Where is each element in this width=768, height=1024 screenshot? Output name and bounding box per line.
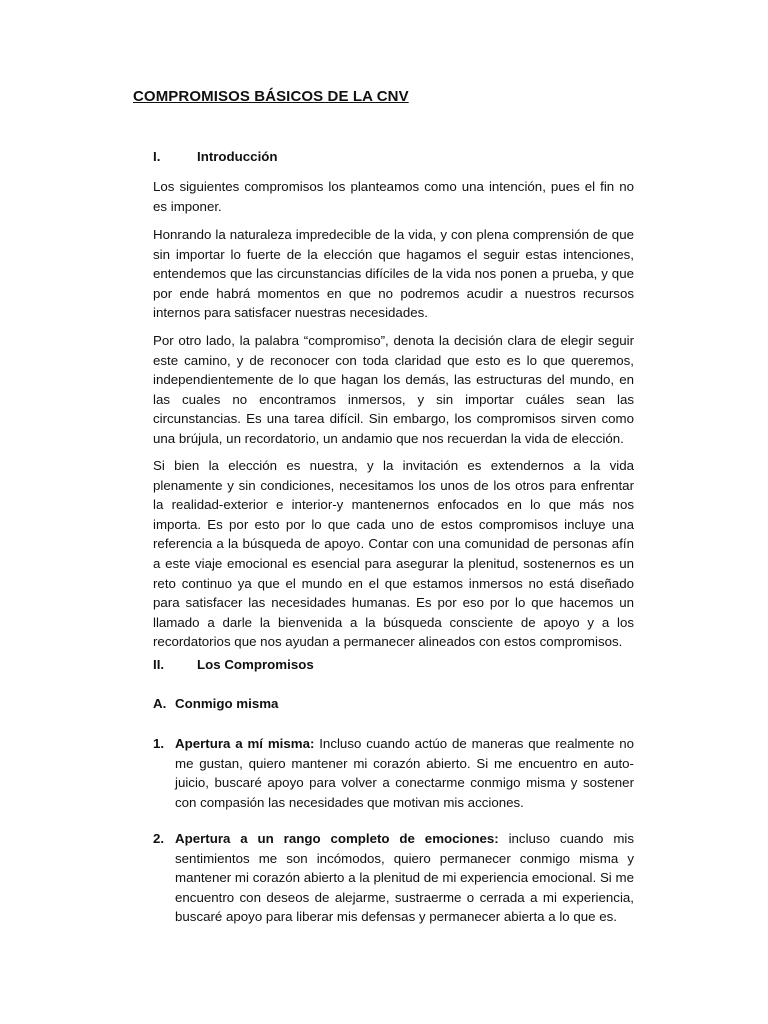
list-item-text: Incluso cuando actúo de maneras que realmente no me gustan, quiero mantener mi corazón abierto. Si me encuentro en auto-juicio, buscaré apoyo para volver a conectarme conmigo misma y sostener con compasión las necesidades que motivan mis acciones. bbox=[175, 736, 635, 810]
paragraph: Honrando la naturaleza impredecible de la vida, y con plena comprensión de que sin importar lo fuerte de la elección que hagamos el seguir estas intenciones, entendemos que las circunstancias difíciles de la vida nos ponen a prueba, y que por ende habrá momentos en que no podremos acudir a nuestros recursos internos para satisfacer nuestras necesidades. bbox=[153, 227, 634, 321]
paragraph: Los siguientes compromisos los planteamos como una intención, pues el fin no es imponer. bbox=[153, 179, 634, 214]
list-item-lead: Apertura a un rango completo de emociones: bbox=[175, 831, 499, 846]
paragraph: Si bien la elección es nuestra, y la invitación es extendernos a la vida plenamente y sin condiciones, necesitamos los unos de los otros para enfrentar la realidad-exterior e interior-y mantenernos enfocados en lo que más nos importa. Es por esto por lo que cada uno de estos compromisos incluye una referencia a la búsqueda de apoyo. Contar con una comunidad de personas afín a este viaje emocional es esencial para asegurar la plenitud, sostenernos es un reto continuo ya que el mundo en el que estamos inmersos no está diseñado para satisfacer las necesidades humanas. Es por eso por lo que hacemos un llamado a darle la bienvenida a la búsqueda consciente de apoyo y a los recordatorios que nos ayudan a permanecer alineados con estos compromisos. bbox=[153, 458, 634, 650]
list-item-lead: Apertura a mí misma: bbox=[175, 736, 315, 751]
section-number: I. bbox=[153, 149, 161, 164]
subsection-title: Conmigo misma bbox=[175, 696, 279, 711]
subsection-letter: A. bbox=[153, 696, 167, 711]
section-number: II. bbox=[153, 657, 165, 672]
paragraph: Por otro lado, la palabra “compromiso”, denota la decisión clara de elegir seguir este camino, y de reconocer con toda claridad que esto es lo que queremos, independientemente de lo que hagan los demás, las estructuras del mundo, en las cuales no encontramos inmersos, y sin importar cuáles sean las circunstancias. Es una tarea difícil. Sin embargo, los compromisos sirven como una brújula, un recordatorio, un andamio que nos recuerdan la vida de elección. bbox=[153, 333, 634, 446]
list-item bbox=[153, 829, 634, 927]
list-item-content bbox=[175, 734, 634, 812]
list-item-content bbox=[175, 829, 634, 927]
list-item-text: incluso cuando mis sentimientos me son incómodos, quiero permanecer conmigo misma y mantener mi corazón abierto a la plenitud de mi experiencia emocional. Si me encuentro con deseos de alejarme, sustraerme o cerrada a mi experiencia, buscaré apoyo para liberar mis defensas y permanecer abierta a lo que es. bbox=[175, 831, 634, 925]
document-title: COMPROMISOS BÁSICOS DE LA CNV bbox=[133, 88, 409, 105]
list-item-number: 2. bbox=[153, 831, 165, 846]
list-item-number: 1. bbox=[153, 736, 165, 751]
section-heading-introduccion bbox=[153, 149, 278, 164]
subsection-heading bbox=[153, 696, 278, 711]
section-title: Los Compromisos bbox=[197, 657, 314, 672]
list-item bbox=[153, 734, 634, 812]
section-title: Introducción bbox=[197, 149, 278, 164]
section-heading-compromisos bbox=[153, 657, 314, 672]
